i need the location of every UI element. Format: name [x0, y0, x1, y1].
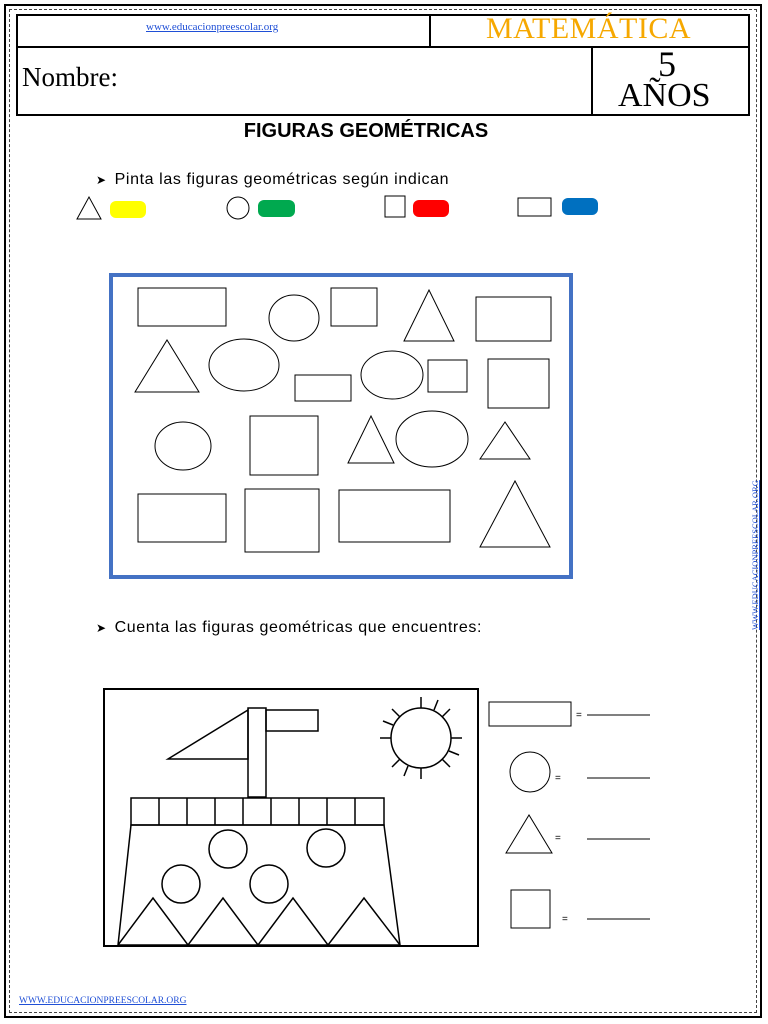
footer-site-link[interactable]: WWW.EDUCACIONPREESCOLAR.ORG: [19, 996, 187, 1006]
legend-blue-swatch: [562, 198, 598, 215]
shape-square: [488, 359, 549, 408]
count-equals: =: [555, 833, 561, 844]
boat-deck-squares: [159, 798, 355, 825]
shape-rectangle: [295, 375, 351, 401]
boat-flag: [266, 710, 318, 731]
shape-circle: [361, 351, 423, 399]
sun-rays: [380, 697, 462, 779]
shape-circle: [269, 295, 319, 341]
count-equals: =: [576, 710, 582, 721]
shape-rectangle: [138, 494, 226, 542]
legend-green-swatch: [258, 200, 295, 217]
boat-waves: [118, 898, 400, 945]
boat-porthole: [307, 829, 345, 867]
shape-triangle: [348, 416, 394, 463]
name-label: Nombre:: [22, 62, 118, 92]
arrow-bullet-icon: ➤: [96, 173, 107, 187]
age-unit: AÑOS: [618, 77, 711, 114]
shape-square: [250, 416, 318, 475]
boat-porthole: [162, 865, 200, 903]
count-circle-icon: [510, 752, 550, 792]
shape-circle: [209, 339, 279, 391]
legend-rectangle-icon: [518, 198, 551, 216]
boat-sail-triangle: [168, 710, 248, 759]
boat-deck: [131, 798, 384, 825]
legend-triangle-icon: [77, 197, 101, 219]
boat-mast: [248, 708, 266, 797]
shape-triangle: [480, 481, 550, 547]
shape-triangle: [404, 290, 454, 341]
count-answers: [489, 702, 650, 928]
count-triangle-icon: [506, 815, 552, 853]
shape-rectangle: [339, 490, 450, 542]
legend-yellow-swatch: [110, 201, 146, 218]
shape-square: [245, 489, 319, 552]
boat-porthole: [250, 865, 288, 903]
count-equals: =: [562, 914, 568, 925]
shape-circle: [396, 411, 468, 467]
shape-rectangle: [138, 288, 226, 326]
color-legend: [77, 196, 598, 219]
subject-title: MATEMÁTICA: [486, 12, 691, 45]
count-square-icon: [511, 890, 550, 928]
page-title: FIGURAS GEOMÉTRICAS: [243, 120, 489, 142]
legend-square-icon: [385, 196, 405, 217]
shape-square: [428, 360, 467, 392]
count-rectangle-icon: [489, 702, 571, 726]
shape-square: [331, 288, 377, 326]
legend-circle-icon: [227, 197, 249, 219]
site-link[interactable]: www.educacionpreescolar.org: [146, 21, 279, 33]
count-instruction-text: Cuenta las figuras geométricas que encuentres:: [114, 619, 483, 636]
boat-hull: [118, 825, 400, 945]
shapes-to-paint: [135, 288, 551, 552]
count-equals: =: [555, 773, 561, 784]
age-number: 5: [658, 44, 676, 84]
boat-picture: [118, 697, 462, 945]
legend-red-swatch: [413, 200, 449, 217]
arrow-bullet-icon: ➤: [96, 621, 107, 635]
boat-porthole: [209, 830, 247, 868]
paint-instruction-text: Pinta las figuras geométricas según indican: [114, 171, 450, 188]
shape-rectangle: [476, 297, 551, 341]
side-site-link[interactable]: WWW.EDUCACIONPREESCOLAR.ORG: [750, 480, 760, 630]
shape-triangle: [480, 422, 530, 459]
shape-triangle: [135, 340, 199, 392]
shape-circle: [155, 422, 211, 470]
